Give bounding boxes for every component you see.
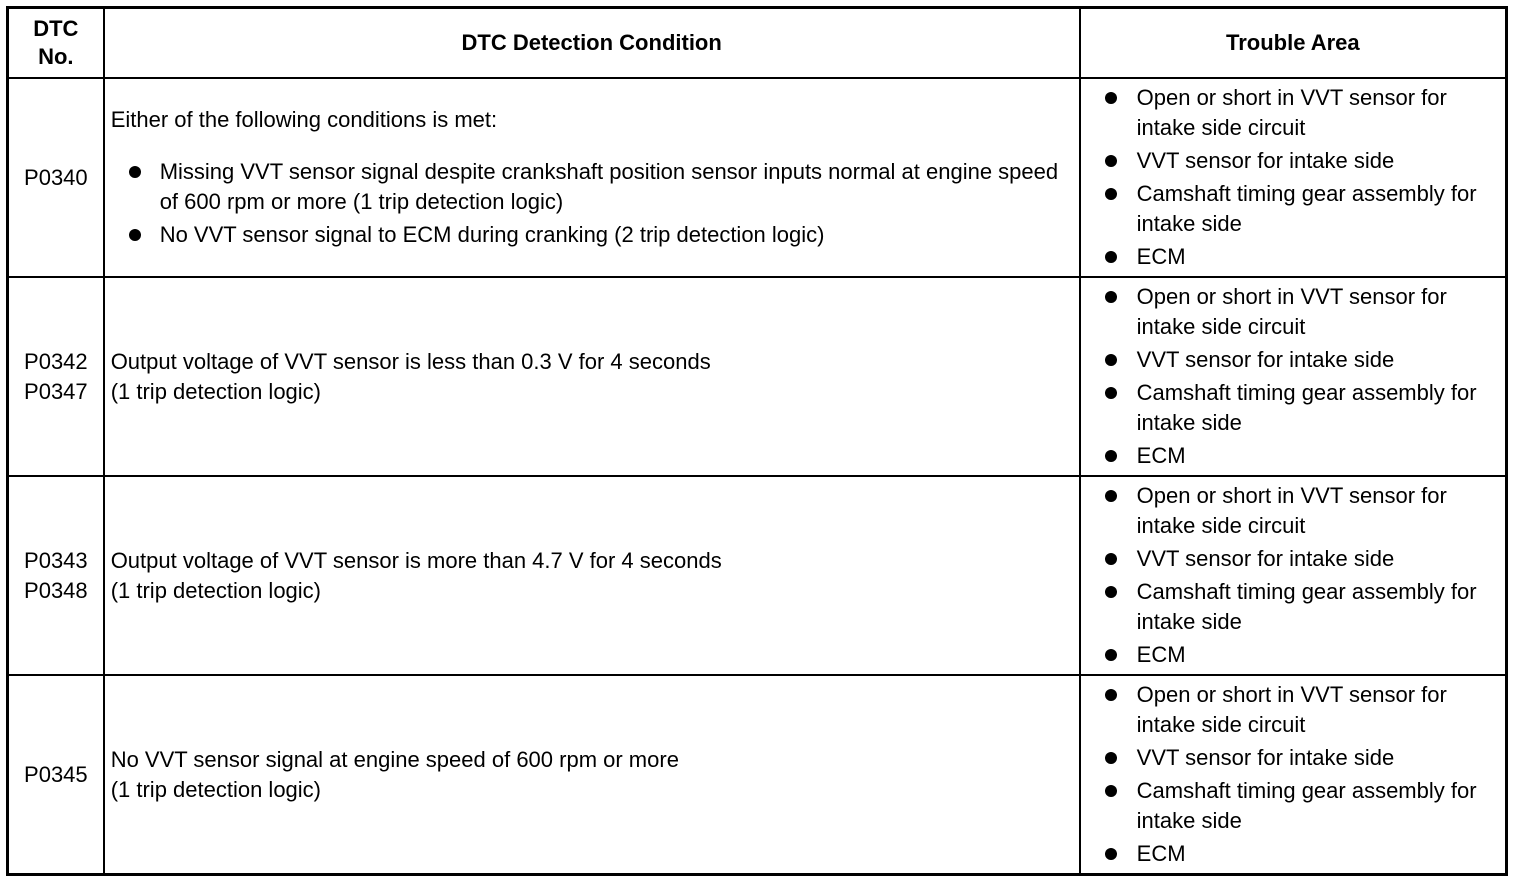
header-trouble-area — [1080, 8, 1507, 79]
condition-line: Output voltage of VVT sensor is more than 4.7 V for 4 seconds — [110, 547, 722, 573]
bullet-dot-icon — [1105, 291, 1117, 303]
trouble-area-text: VVT sensor for intake side — [1136, 745, 1395, 770]
trouble-area-item — [1103, 776, 1499, 836]
condition-intro: Either of the following conditions is met: — [110, 107, 498, 132]
detection-condition-cell — [104, 78, 1080, 277]
bullet-dot-icon — [1105, 387, 1117, 399]
bullet-dot-icon — [1105, 155, 1117, 167]
condition-block — [111, 105, 1071, 250]
trouble-area-item — [1103, 743, 1499, 773]
trouble-area-list — [1103, 481, 1499, 670]
dtc-code: P0340 — [24, 164, 88, 190]
detection-condition-cell — [104, 675, 1080, 875]
dtc-code: P0345 — [24, 761, 88, 787]
trouble-area-cell — [1080, 277, 1507, 476]
condition-line: Output voltage of VVT sensor is less than 0.3 V for 4 seconds — [110, 348, 711, 374]
bullet-dot-icon — [1105, 450, 1117, 462]
bullet-dot-icon — [129, 229, 141, 241]
header-dtc-no — [8, 8, 104, 79]
trouble-area-cell — [1080, 78, 1507, 277]
trouble-area-item — [1103, 345, 1499, 375]
bullet-dot-icon — [1105, 785, 1117, 797]
bullet-dot-icon — [1105, 848, 1117, 860]
table-header — [8, 8, 1507, 79]
trouble-area-item — [1103, 282, 1499, 342]
condition-bullet-item — [127, 157, 1071, 217]
trouble-area-text: Camshaft timing gear assembly for intake side — [1136, 181, 1477, 236]
trouble-area-text: VVT sensor for intake side — [1136, 546, 1395, 571]
trouble-area-text: VVT sensor for intake side — [1136, 347, 1395, 372]
dtc-cell — [8, 476, 104, 675]
dtc-cell — [8, 78, 104, 277]
condition-bullet-list — [127, 157, 1071, 250]
bullet-dot-icon — [1105, 490, 1117, 502]
dtc-code: P0347 — [24, 378, 88, 404]
dtc-cell — [8, 277, 104, 476]
trouble-area-item — [1103, 242, 1499, 272]
trouble-area-list — [1103, 680, 1499, 869]
table-row — [8, 78, 1507, 277]
header-detection-condition-label: DTC Detection Condition — [461, 30, 722, 55]
bullet-dot-icon — [1105, 553, 1117, 565]
condition-line: (1 trip detection logic) — [110, 378, 322, 404]
trouble-area-text: VVT sensor for intake side — [1136, 148, 1395, 173]
trouble-area-item — [1103, 83, 1499, 143]
trouble-area-text: Open or short in VVT sensor for intake side circuit — [1136, 483, 1447, 538]
table-body — [8, 78, 1507, 875]
trouble-area-list — [1103, 83, 1499, 272]
condition-line: (1 trip detection logic) — [110, 577, 322, 603]
dtc-code: P0342 — [24, 348, 88, 374]
detection-condition-cell — [104, 476, 1080, 675]
trouble-area-text: Open or short in VVT sensor for intake side circuit — [1136, 682, 1447, 737]
bullet-dot-icon — [1105, 251, 1117, 263]
dtc-table — [6, 6, 1508, 876]
header-detection-condition — [104, 8, 1080, 79]
dtc-cell — [8, 675, 104, 875]
bullet-dot-icon — [1105, 689, 1117, 701]
trouble-area-cell — [1080, 476, 1507, 675]
trouble-area-text: ECM — [1136, 244, 1186, 269]
trouble-area-item — [1103, 680, 1499, 740]
header-row — [8, 8, 1507, 79]
trouble-area-item — [1103, 640, 1499, 670]
table-row — [8, 675, 1507, 875]
trouble-area-text: Camshaft timing gear assembly for intake side — [1136, 778, 1477, 833]
header-trouble-area-label: Trouble Area — [1225, 30, 1360, 55]
table-row — [8, 476, 1507, 675]
condition-line: (1 trip detection logic) — [110, 776, 322, 802]
dtc-code: P0343 — [24, 547, 88, 573]
bullet-dot-icon — [1105, 188, 1117, 200]
bullet-dot-icon — [1105, 354, 1117, 366]
bullet-dot-icon — [1105, 92, 1117, 104]
trouble-area-item — [1103, 441, 1499, 471]
trouble-area-cell — [1080, 675, 1507, 875]
trouble-area-text: Open or short in VVT sensor for intake side circuit — [1136, 85, 1447, 140]
trouble-area-item — [1103, 577, 1499, 637]
trouble-area-item — [1103, 179, 1499, 239]
trouble-area-text: ECM — [1136, 841, 1186, 866]
trouble-area-item — [1103, 378, 1499, 438]
trouble-area-text: ECM — [1136, 642, 1186, 667]
trouble-area-item — [1103, 481, 1499, 541]
bullet-dot-icon — [1105, 649, 1117, 661]
dtc-code: P0348 — [24, 577, 88, 603]
trouble-area-text: Camshaft timing gear assembly for intake side — [1136, 380, 1477, 435]
bullet-dot-icon — [1105, 586, 1117, 598]
trouble-area-text: ECM — [1136, 443, 1186, 468]
condition-bullet-item — [127, 220, 1071, 250]
table-row — [8, 277, 1507, 476]
trouble-area-list — [1103, 282, 1499, 471]
condition-bullet-text: Missing VVT sensor signal despite crankshaft position sensor inputs normal at engine speed of 600 rpm or more (1 trip detection logic) — [159, 159, 1059, 214]
condition-line: No VVT sensor signal at engine speed of 600 rpm or more — [110, 746, 679, 772]
bullet-dot-icon — [129, 166, 141, 178]
trouble-area-item — [1103, 146, 1499, 176]
trouble-area-item — [1103, 544, 1499, 574]
detection-condition-cell — [104, 277, 1080, 476]
trouble-area-text: Open or short in VVT sensor for intake side circuit — [1136, 284, 1447, 339]
header-dtc-no-label: DTC No. — [33, 16, 79, 69]
bullet-dot-icon — [1105, 752, 1117, 764]
trouble-area-text: Camshaft timing gear assembly for intake side — [1136, 579, 1477, 634]
trouble-area-item — [1103, 839, 1499, 869]
condition-bullet-text: No VVT sensor signal to ECM during cranking (2 trip detection logic) — [159, 222, 825, 247]
